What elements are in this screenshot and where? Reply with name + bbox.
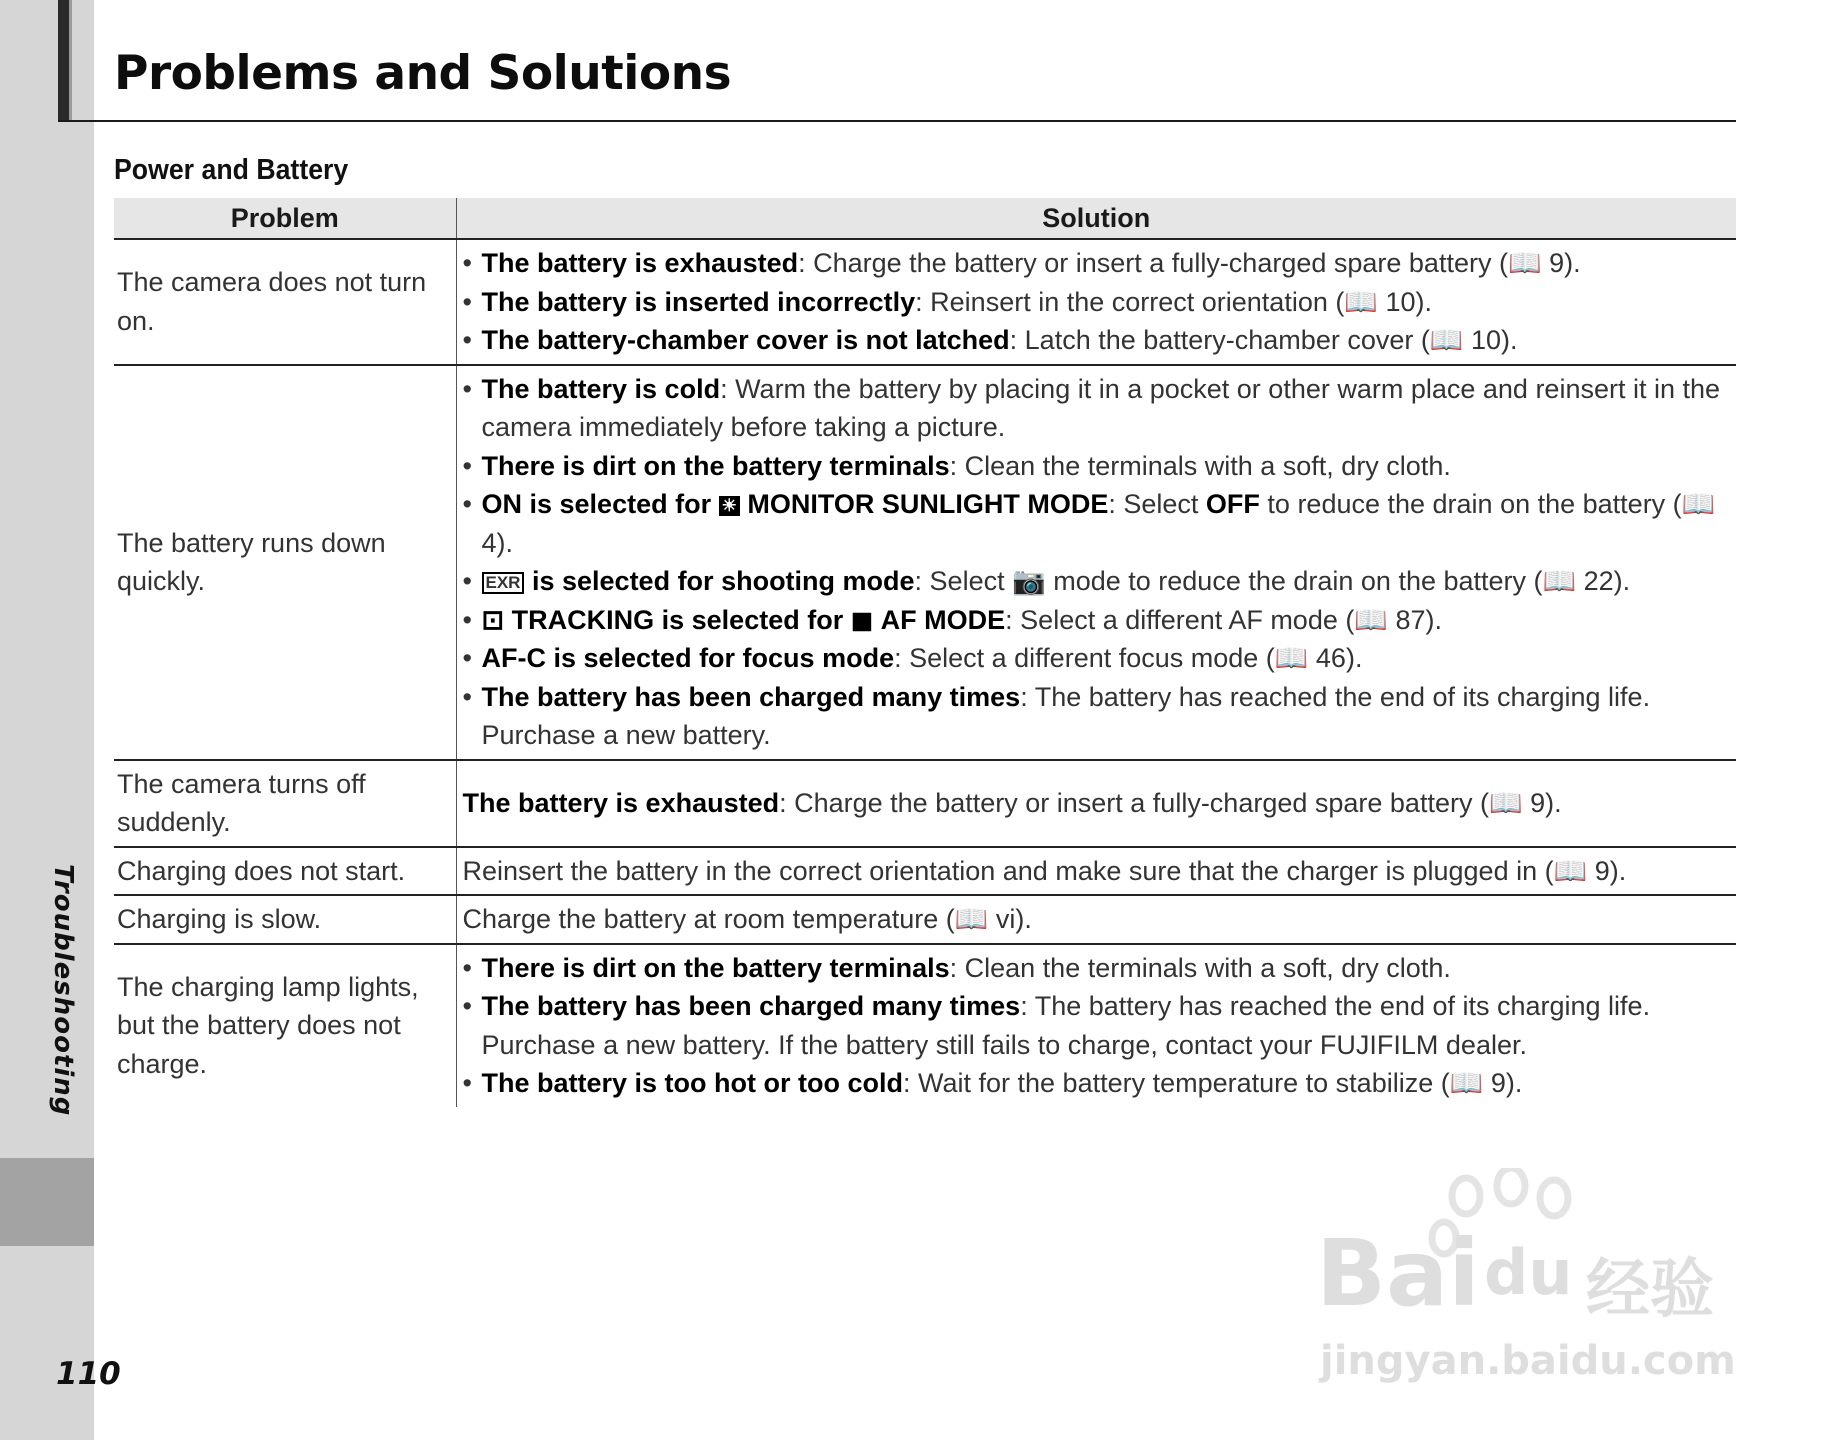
af-mode-icon: ◼: [850, 604, 874, 635]
solution-cell: Reinsert the battery in the correct orientation and make sure that the charger is plugged in (📖 9).: [456, 847, 1736, 896]
page-number: 110: [56, 1356, 121, 1392]
title-accent-bar: [58, 0, 69, 122]
problem-cell: The battery runs down quickly.: [114, 365, 456, 760]
table-row: [114, 847, 1736, 896]
watermark-logo-cn: 经验: [1586, 1253, 1714, 1327]
problem-cell: The camera turns off suddenly.: [114, 760, 456, 847]
table-row: [114, 365, 1736, 760]
solution-item: • ⊡ TRACKING is selected for ◼ AF MODE: Select a different AF mode (📖 87).: [463, 601, 1731, 640]
solution-item: • There is dirt on the battery terminals: Clean the terminals with a soft, dry cloth.: [463, 949, 1731, 988]
solution-cell: [456, 944, 1736, 1107]
solution-item: • ON is selected for ☀ MONITOR SUNLIGHT MODE: Select OFF to reduce the drain on the battery (📖 4).: [463, 485, 1731, 562]
watermark-logo-bai: Bai: [1316, 1220, 1480, 1327]
solution-item: • EXR is selected for shooting mode: Select 📷 mode to reduce the drain on the battery (📖 22).: [463, 562, 1731, 601]
solution-cell: [456, 365, 1736, 760]
problem-cell: Charging does not start.: [114, 847, 456, 896]
watermark-url: jingyan.baidu.com: [1320, 1338, 1736, 1384]
section-side-label: Troubleshooting: [48, 864, 78, 1117]
table-row: [114, 239, 1736, 365]
title-accent-shadow: [69, 0, 72, 122]
table-row: [114, 944, 1736, 1107]
problem-cell: Charging is slow.: [114, 895, 456, 944]
solution-cell: [456, 239, 1736, 365]
camera-icon: 📷: [1012, 566, 1046, 596]
table-row: [114, 895, 1736, 944]
page-title: Problems and Solutions: [114, 46, 732, 101]
problem-cell: The camera does not turn on.: [114, 239, 456, 365]
solution-item: • The battery is too hot or too cold: Wait for the battery temperature to stabilize (📖 9).: [463, 1064, 1731, 1103]
watermark-logo-du: du: [1484, 1236, 1573, 1309]
baidu-watermark: [1316, 1168, 1746, 1388]
solution-item: • The battery has been charged many times: The battery has reached the end of its charging life. Purchase a new battery.: [463, 678, 1731, 755]
solution-item: • The battery is exhausted: Charge the battery or insert a fully-charged spare battery (📖 9).: [463, 244, 1731, 283]
solution-item: • The battery-chamber cover is not latched: Latch the battery-chamber cover (📖 10).: [463, 321, 1731, 360]
solution-item: • The battery is cold: Warm the battery by placing it in a pocket or other warm place and reinsert it in the camera immediately before taking a picture.: [463, 370, 1731, 447]
title-divider: [58, 120, 1736, 122]
solution-item: • There is dirt on the battery terminals: Clean the terminals with a soft, dry cloth.: [463, 447, 1731, 486]
header-problem: Problem: [114, 198, 456, 239]
exr-auto-icon: EXR: [482, 572, 525, 594]
table-header-row: [114, 198, 1736, 239]
problems-table: [114, 198, 1736, 1107]
problem-cell: The charging lamp lights, but the battery does not charge.: [114, 944, 456, 1107]
solution-item: • AF-C is selected for focus mode: Select a different focus mode (📖 46).: [463, 639, 1731, 678]
header-solution: Solution: [456, 198, 1736, 239]
section-heading: Power and Battery: [114, 154, 349, 186]
solution-cell: Charge the battery at room temperature (📖 vi).: [456, 895, 1736, 944]
solution-cell: The battery is exhausted: Charge the battery or insert a fully-charged spare battery (📖 9).: [456, 760, 1736, 847]
table-row: [114, 760, 1736, 847]
tracking-icon: ⊡: [481, 604, 505, 635]
solution-item: • The battery has been charged many times: The battery has reached the end of its charging life. Purchase a new battery. If the battery still fails to charge, contact your FUJIFILM dealer.: [463, 987, 1731, 1064]
solution-item: • The battery is inserted incorrectly: Reinsert in the correct orientation (📖 10).: [463, 283, 1731, 322]
sidebar-tab-marker: [0, 1158, 94, 1246]
sunlight-mode-icon: ☀: [719, 496, 740, 516]
